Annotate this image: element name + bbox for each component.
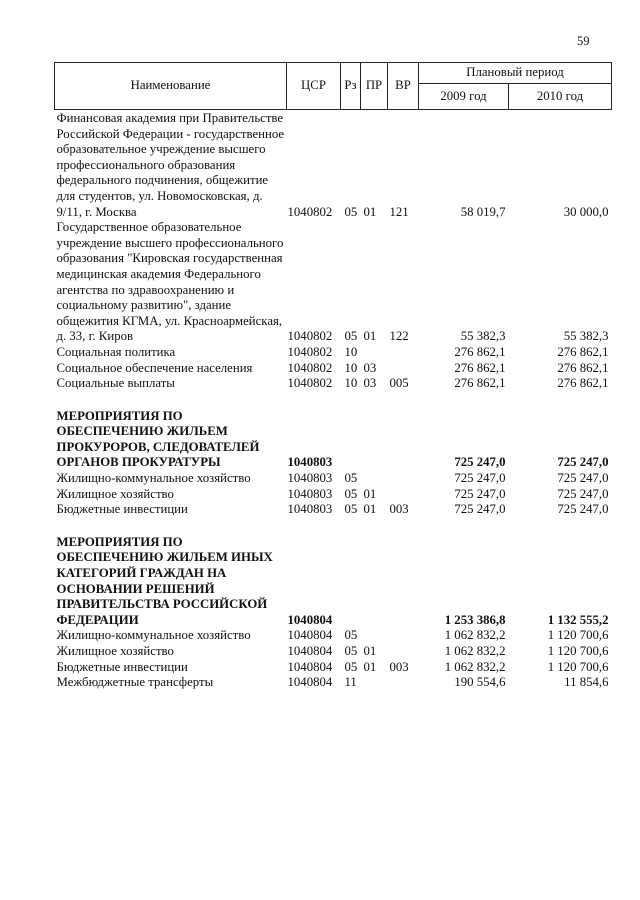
row-amount-2009: 58 019,7	[460, 204, 506, 219]
row-amount-2009: 1 253 386,8	[444, 612, 506, 627]
row-vr	[388, 345, 419, 361]
row-amount-2009: 1 062 832,2	[444, 628, 506, 643]
row-amount-2010: 725 247,0	[557, 502, 609, 517]
row-pr: 01	[363, 329, 377, 344]
row-name: Социальная политика	[56, 344, 176, 359]
table-row	[55, 220, 612, 345]
row-rz: 10	[344, 344, 358, 359]
row-pr	[361, 675, 388, 691]
row-csr: 1040804	[287, 628, 333, 643]
row-rz: 05	[344, 486, 358, 501]
row-name: Бюджетные инвестиции	[56, 502, 188, 517]
row-amount-2010: 725 247,0	[557, 486, 609, 501]
row-vr	[388, 471, 419, 487]
table-row	[55, 502, 612, 518]
header-year-2009: 2009 год	[419, 84, 509, 110]
page-number: 59	[577, 34, 590, 48]
row-amount-2010: 725 247,0	[557, 455, 609, 470]
row-vr	[388, 535, 419, 629]
row-amount-2010: 276 862,1	[557, 360, 609, 375]
row-amount-2009: 276 862,1	[454, 344, 506, 359]
row-vr	[388, 361, 419, 377]
row-name: Межбюджетные трансферты	[56, 675, 214, 690]
header-year-2010: 2010 год	[509, 84, 612, 110]
row-vr: 122	[389, 329, 409, 344]
table-row	[55, 471, 612, 487]
row-name: Бюджетные инвестиции	[56, 659, 188, 674]
row-csr: 1040804	[287, 659, 333, 674]
row-amount-2010: 276 862,1	[557, 344, 609, 359]
row-name: Жилищно-коммунальное хозяйство	[56, 471, 251, 486]
row-name: Государственное образовательное учреждение высшего профессионального образования "Кировская государственная медицинская академия Федерального агентства по здравоохранению и социальному развитию", здание общежития КГМА, ул. Красноармейская, д. 33, г. Киров	[56, 220, 284, 344]
row-pr: 03	[363, 360, 377, 375]
row-rz: 05	[344, 659, 358, 674]
row-vr	[388, 644, 419, 660]
row-vr	[388, 628, 419, 644]
section-spacer	[55, 518, 612, 535]
row-pr	[361, 345, 388, 361]
row-pr	[361, 535, 388, 629]
row-rz	[341, 535, 361, 629]
row-name: Жилищное хозяйство	[56, 644, 174, 658]
row-name: Финансовая академия при Правительстве Российской Федерации - государственное образовательное учреждение высшего профессионального образования федерального подчинения, общежитие для студентов, ул. Новомосковская, д. 9/11, г. Москва	[56, 111, 285, 219]
row-amount-2009: 725 247,0	[454, 455, 506, 470]
row-pr: 01	[363, 644, 377, 658]
budget-table-container	[54, 62, 611, 691]
table-row	[55, 628, 612, 644]
row-amount-2010: 1 132 555,2	[547, 612, 609, 627]
row-vr: 121	[389, 204, 409, 219]
row-csr: 1040802	[287, 360, 333, 375]
row-rz	[341, 409, 361, 471]
header-name: Наименование	[55, 63, 287, 110]
row-csr: 1040803	[287, 486, 333, 501]
row-csr: 1040804	[287, 612, 333, 627]
row-rz: 05	[344, 628, 358, 643]
row-amount-2009: 1 062 832,2	[444, 644, 506, 658]
row-amount-2010: 11 854,6	[564, 675, 609, 690]
row-amount-2010: 1 120 700,6	[547, 628, 609, 643]
header-csr: ЦСР	[287, 63, 341, 110]
table-section-row	[55, 535, 612, 629]
table-row	[55, 345, 612, 361]
row-vr: 003	[389, 502, 409, 517]
row-rz: 05	[344, 204, 358, 219]
table-row	[55, 660, 612, 676]
row-name: Социальные выплаты	[56, 376, 175, 391]
row-csr: 1040804	[287, 644, 333, 658]
row-rz: 05	[344, 471, 358, 486]
table-row	[55, 487, 612, 503]
row-csr: 1040803	[287, 471, 333, 486]
row-amount-2009: 55 382,3	[460, 329, 506, 344]
row-amount-2009: 190 554,6	[454, 675, 506, 690]
row-rz: 05	[344, 502, 358, 517]
row-pr: 01	[363, 502, 377, 517]
row-amount-2010: 1 120 700,6	[547, 644, 609, 658]
row-csr: 1040802	[287, 204, 333, 219]
row-vr: 003	[389, 659, 409, 674]
row-amount-2010: 1 120 700,6	[547, 659, 609, 674]
row-vr	[388, 409, 419, 471]
row-rz: 10	[344, 360, 358, 375]
row-amount-2009: 276 862,1	[454, 376, 506, 391]
row-amount-2009: 725 247,0	[454, 471, 506, 486]
row-amount-2009: 276 862,1	[454, 360, 506, 375]
row-amount-2010: 30 000,0	[563, 204, 609, 219]
row-amount-2009: 725 247,0	[454, 502, 506, 517]
row-pr: 01	[363, 659, 377, 674]
row-pr: 03	[363, 376, 377, 391]
row-name: Социальное обеспечение населения	[56, 360, 253, 375]
table-row	[55, 110, 612, 221]
row-amount-2010: 276 862,1	[557, 376, 609, 391]
row-csr: 1040802	[287, 329, 333, 344]
header-vr: ВР	[388, 63, 419, 110]
header-rz: Рз	[341, 63, 361, 110]
table-row	[55, 361, 612, 377]
row-vr: 005	[389, 376, 409, 391]
table-row	[55, 376, 612, 392]
row-pr	[361, 628, 388, 644]
row-vr	[388, 675, 419, 691]
row-csr: 1040803	[287, 455, 333, 470]
budget-table	[54, 62, 612, 691]
row-rz: 05	[344, 329, 358, 344]
row-pr	[361, 409, 388, 471]
table-body	[55, 110, 612, 691]
row-name: Жилищное хозяйство	[56, 486, 174, 501]
row-amount-2009: 725 247,0	[454, 486, 506, 501]
row-rz: 05	[344, 644, 358, 658]
table-row	[55, 644, 612, 660]
row-csr: 1040803	[287, 502, 333, 517]
row-rz: 11	[344, 675, 357, 690]
row-amount-2010: 55 382,3	[563, 329, 609, 344]
row-rz: 10	[344, 376, 358, 391]
header-plan-period: Плановый период	[419, 63, 612, 84]
row-csr: 1040804	[287, 675, 333, 690]
row-name: Жилищно-коммунальное хозяйство	[56, 628, 251, 643]
row-pr: 01	[363, 204, 377, 219]
table-row	[55, 675, 612, 691]
row-csr: 1040802	[287, 344, 333, 359]
row-name: МЕРОПРИЯТИЯ ПО ОБЕСПЕЧЕНИЮ ЖИЛЬЕМ ПРОКУРОРОВ, СЛЕДОВАТЕЛЕЙ ОРГАНОВ ПРОКУРАТУРЫ	[56, 408, 260, 470]
table-section-row	[55, 409, 612, 471]
row-amount-2010: 725 247,0	[557, 471, 609, 486]
row-vr	[388, 487, 419, 503]
row-amount-2009: 1 062 832,2	[444, 659, 506, 674]
section-spacer	[55, 392, 612, 409]
row-name: МЕРОПРИЯТИЯ ПО ОБЕСПЕЧЕНИЮ ЖИЛЬЕМ ИНЫХ КАТЕГОРИЙ ГРАЖДАН НА ОСНОВАНИИ РЕШЕНИЙ ПРАВИТЕЛЬСТВА РОССИЙСКОЙ ФЕДЕРАЦИИ	[56, 534, 273, 627]
table-header	[55, 63, 612, 110]
row-csr: 1040802	[287, 376, 333, 391]
row-pr	[361, 471, 388, 487]
header-pr: ПР	[361, 63, 388, 110]
row-pr: 01	[363, 486, 377, 501]
